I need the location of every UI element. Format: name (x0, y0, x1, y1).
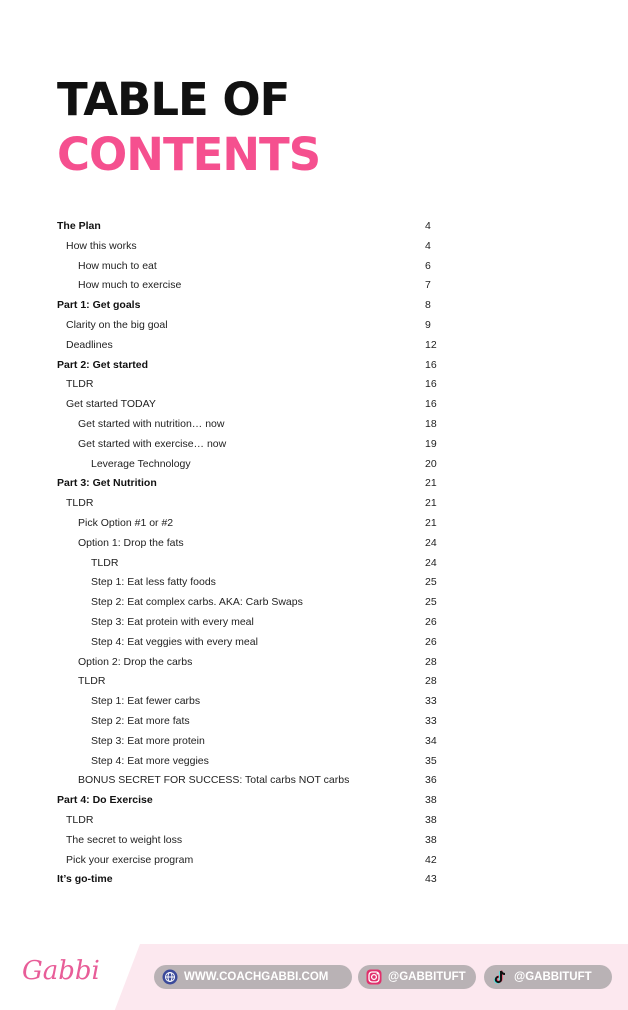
toc-entry-label: TLDR (66, 813, 94, 826)
toc-entry-label: Clarity on the big goal (66, 318, 168, 331)
toc-entry-page: 4 (425, 220, 431, 232)
toc-entry[interactable] (57, 851, 447, 871)
toc-entry-page: 36 (425, 774, 437, 787)
globe-icon (162, 969, 178, 985)
toc-entry-page: 38 (425, 833, 437, 846)
toc-entry[interactable] (57, 831, 447, 851)
toc-entry-label: Pick your exercise program (66, 853, 194, 866)
tiktok-link[interactable] (484, 965, 612, 989)
toc-entry-label: Step 1: Eat fewer carbs (91, 695, 201, 708)
toc-entry-page: 21 (425, 477, 437, 490)
toc-entry-page: 24 (425, 556, 437, 569)
toc-entry-page: 16 (425, 358, 437, 371)
toc-entry-page: 28 (425, 655, 437, 668)
toc-entry-page: 8 (425, 299, 431, 312)
toc-entry-label: Step 3: Eat more protein (91, 734, 205, 747)
toc-entry[interactable] (57, 514, 447, 534)
toc-entry-page: 21 (425, 516, 437, 529)
toc-entry[interactable] (57, 712, 447, 732)
toc-entry-label: Get started TODAY (66, 398, 156, 411)
toc-entry-page: 7 (425, 279, 431, 292)
toc-entry[interactable] (57, 316, 447, 336)
toc-entry-label: TLDR (78, 675, 106, 688)
toc-entry[interactable] (57, 455, 447, 475)
toc-entry-page: 33 (425, 714, 437, 727)
toc-entry[interactable] (57, 732, 447, 752)
toc-entry[interactable] (57, 593, 447, 613)
toc-entry-page: 38 (425, 813, 437, 826)
toc-entry-page: 38 (425, 794, 437, 807)
toc-entry-label: Part 4: Do Exercise (57, 794, 153, 807)
toc-entry-page: 35 (425, 754, 437, 767)
toc-entry-page: 25 (425, 596, 437, 609)
toc-entry-label: Step 3: Eat protein with every meal (91, 615, 254, 628)
toc-entry-page: 26 (425, 635, 437, 648)
toc-entry-label: How much to eat (78, 259, 157, 272)
toc-entry[interactable] (57, 791, 447, 811)
table-of-contents (57, 217, 447, 890)
toc-entry[interactable] (57, 613, 447, 633)
toc-entry-label: Pick Option #1 or #2 (78, 516, 174, 529)
toc-entry[interactable] (57, 870, 447, 890)
toc-entry-page: 12 (425, 338, 437, 351)
tiktok-icon (492, 969, 508, 985)
toc-entry-label: The Plan (57, 220, 101, 232)
toc-entry[interactable] (57, 395, 447, 415)
instagram-link[interactable] (358, 965, 476, 989)
tiktok-label: @GABBITUFT (514, 971, 592, 983)
toc-entry-label: Leverage Technology (91, 457, 191, 470)
toc-entry-label: TLDR (66, 378, 94, 391)
toc-entry-page: 19 (425, 437, 437, 450)
toc-entry-label: Part 3: Get Nutrition (57, 477, 157, 490)
toc-entry[interactable] (57, 771, 447, 791)
toc-entry[interactable] (57, 633, 447, 653)
title-line-2: CONTENTS (57, 128, 321, 181)
toc-entry[interactable] (57, 276, 447, 296)
toc-entry-page: 18 (425, 417, 437, 430)
toc-entry-label: Step 2: Eat complex carbs. AKA: Carb Swaps (91, 596, 303, 609)
toc-entry-page: 43 (425, 873, 437, 886)
toc-entry-label: How much to exercise (78, 279, 182, 292)
title-line-1: TABLE OF (57, 73, 290, 126)
toc-entry[interactable] (57, 435, 447, 455)
toc-entry[interactable] (57, 573, 447, 593)
toc-entry-label: Option 1: Drop the fats (78, 536, 184, 549)
toc-entry-page: 16 (425, 378, 437, 391)
toc-entry-label: Step 4: Eat veggies with every meal (91, 635, 258, 648)
toc-entry-page: 33 (425, 695, 437, 708)
toc-entry-page: 6 (425, 259, 431, 272)
instagram-label: @GABBITUFT (388, 971, 466, 983)
toc-entry-page: 25 (425, 576, 437, 589)
toc-entry-label: TLDR (66, 497, 94, 510)
instagram-icon (366, 969, 382, 985)
toc-entry[interactable] (57, 257, 447, 277)
toc-entry[interactable] (57, 672, 447, 692)
toc-entry-page: 42 (425, 853, 437, 866)
toc-entry-page: 20 (425, 457, 437, 470)
toc-entry-label: The secret to weight loss (66, 833, 183, 846)
toc-entry-label: TLDR (91, 556, 119, 569)
toc-entry-page: 4 (425, 239, 431, 252)
toc-entry-label: Step 4: Eat more veggies (91, 754, 209, 767)
toc-entry[interactable] (57, 217, 447, 237)
toc-entry-label: It’s go-time (57, 873, 113, 886)
toc-entry[interactable] (57, 494, 447, 514)
toc-entry[interactable] (57, 296, 447, 316)
toc-entry[interactable] (57, 692, 447, 712)
toc-entry-label: BONUS SECRET FOR SUCCESS: Total carbs NOT carbs (78, 774, 350, 787)
toc-entry-page: 34 (425, 734, 437, 747)
brand-logo: Gabbi (22, 956, 100, 986)
toc-entry[interactable] (57, 811, 447, 831)
toc-entry[interactable] (57, 474, 447, 494)
toc-entry-label: Step 2: Eat more fats (91, 714, 190, 727)
toc-entry-label: Deadlines (66, 338, 113, 351)
toc-entry[interactable] (57, 554, 447, 574)
toc-entry-label: Get started with exercise… now (78, 437, 227, 450)
toc-entry-page: 9 (425, 318, 431, 331)
toc-entry-label: Get started with nutrition… now (78, 417, 225, 430)
toc-entry[interactable] (57, 534, 447, 554)
toc-entry-page: 21 (425, 497, 437, 510)
toc-entry-page: 28 (425, 675, 437, 688)
page-title (57, 72, 320, 182)
toc-entry[interactable] (57, 237, 447, 257)
website-label: WWW.COACHGABBI.COM (184, 971, 329, 983)
toc-entry[interactable] (57, 752, 447, 772)
toc-entry-label: Part 1: Get goals (57, 299, 141, 312)
footer (0, 944, 628, 1010)
toc-entry[interactable] (57, 415, 447, 435)
toc-entry-label: Step 1: Eat less fatty foods (91, 576, 216, 589)
toc-entry[interactable] (57, 336, 447, 356)
toc-entry[interactable] (57, 653, 447, 673)
toc-entry[interactable] (57, 356, 447, 376)
toc-entry-label: How this works (66, 239, 137, 252)
toc-entry-page: 24 (425, 536, 437, 549)
toc-entry-label: Part 2: Get started (57, 358, 149, 371)
website-link[interactable] (154, 965, 352, 989)
toc-entry-label: Option 2: Drop the carbs (78, 655, 193, 668)
toc-entry[interactable] (57, 375, 447, 395)
toc-entry-page: 26 (425, 615, 437, 628)
toc-entry-page: 16 (425, 398, 437, 411)
